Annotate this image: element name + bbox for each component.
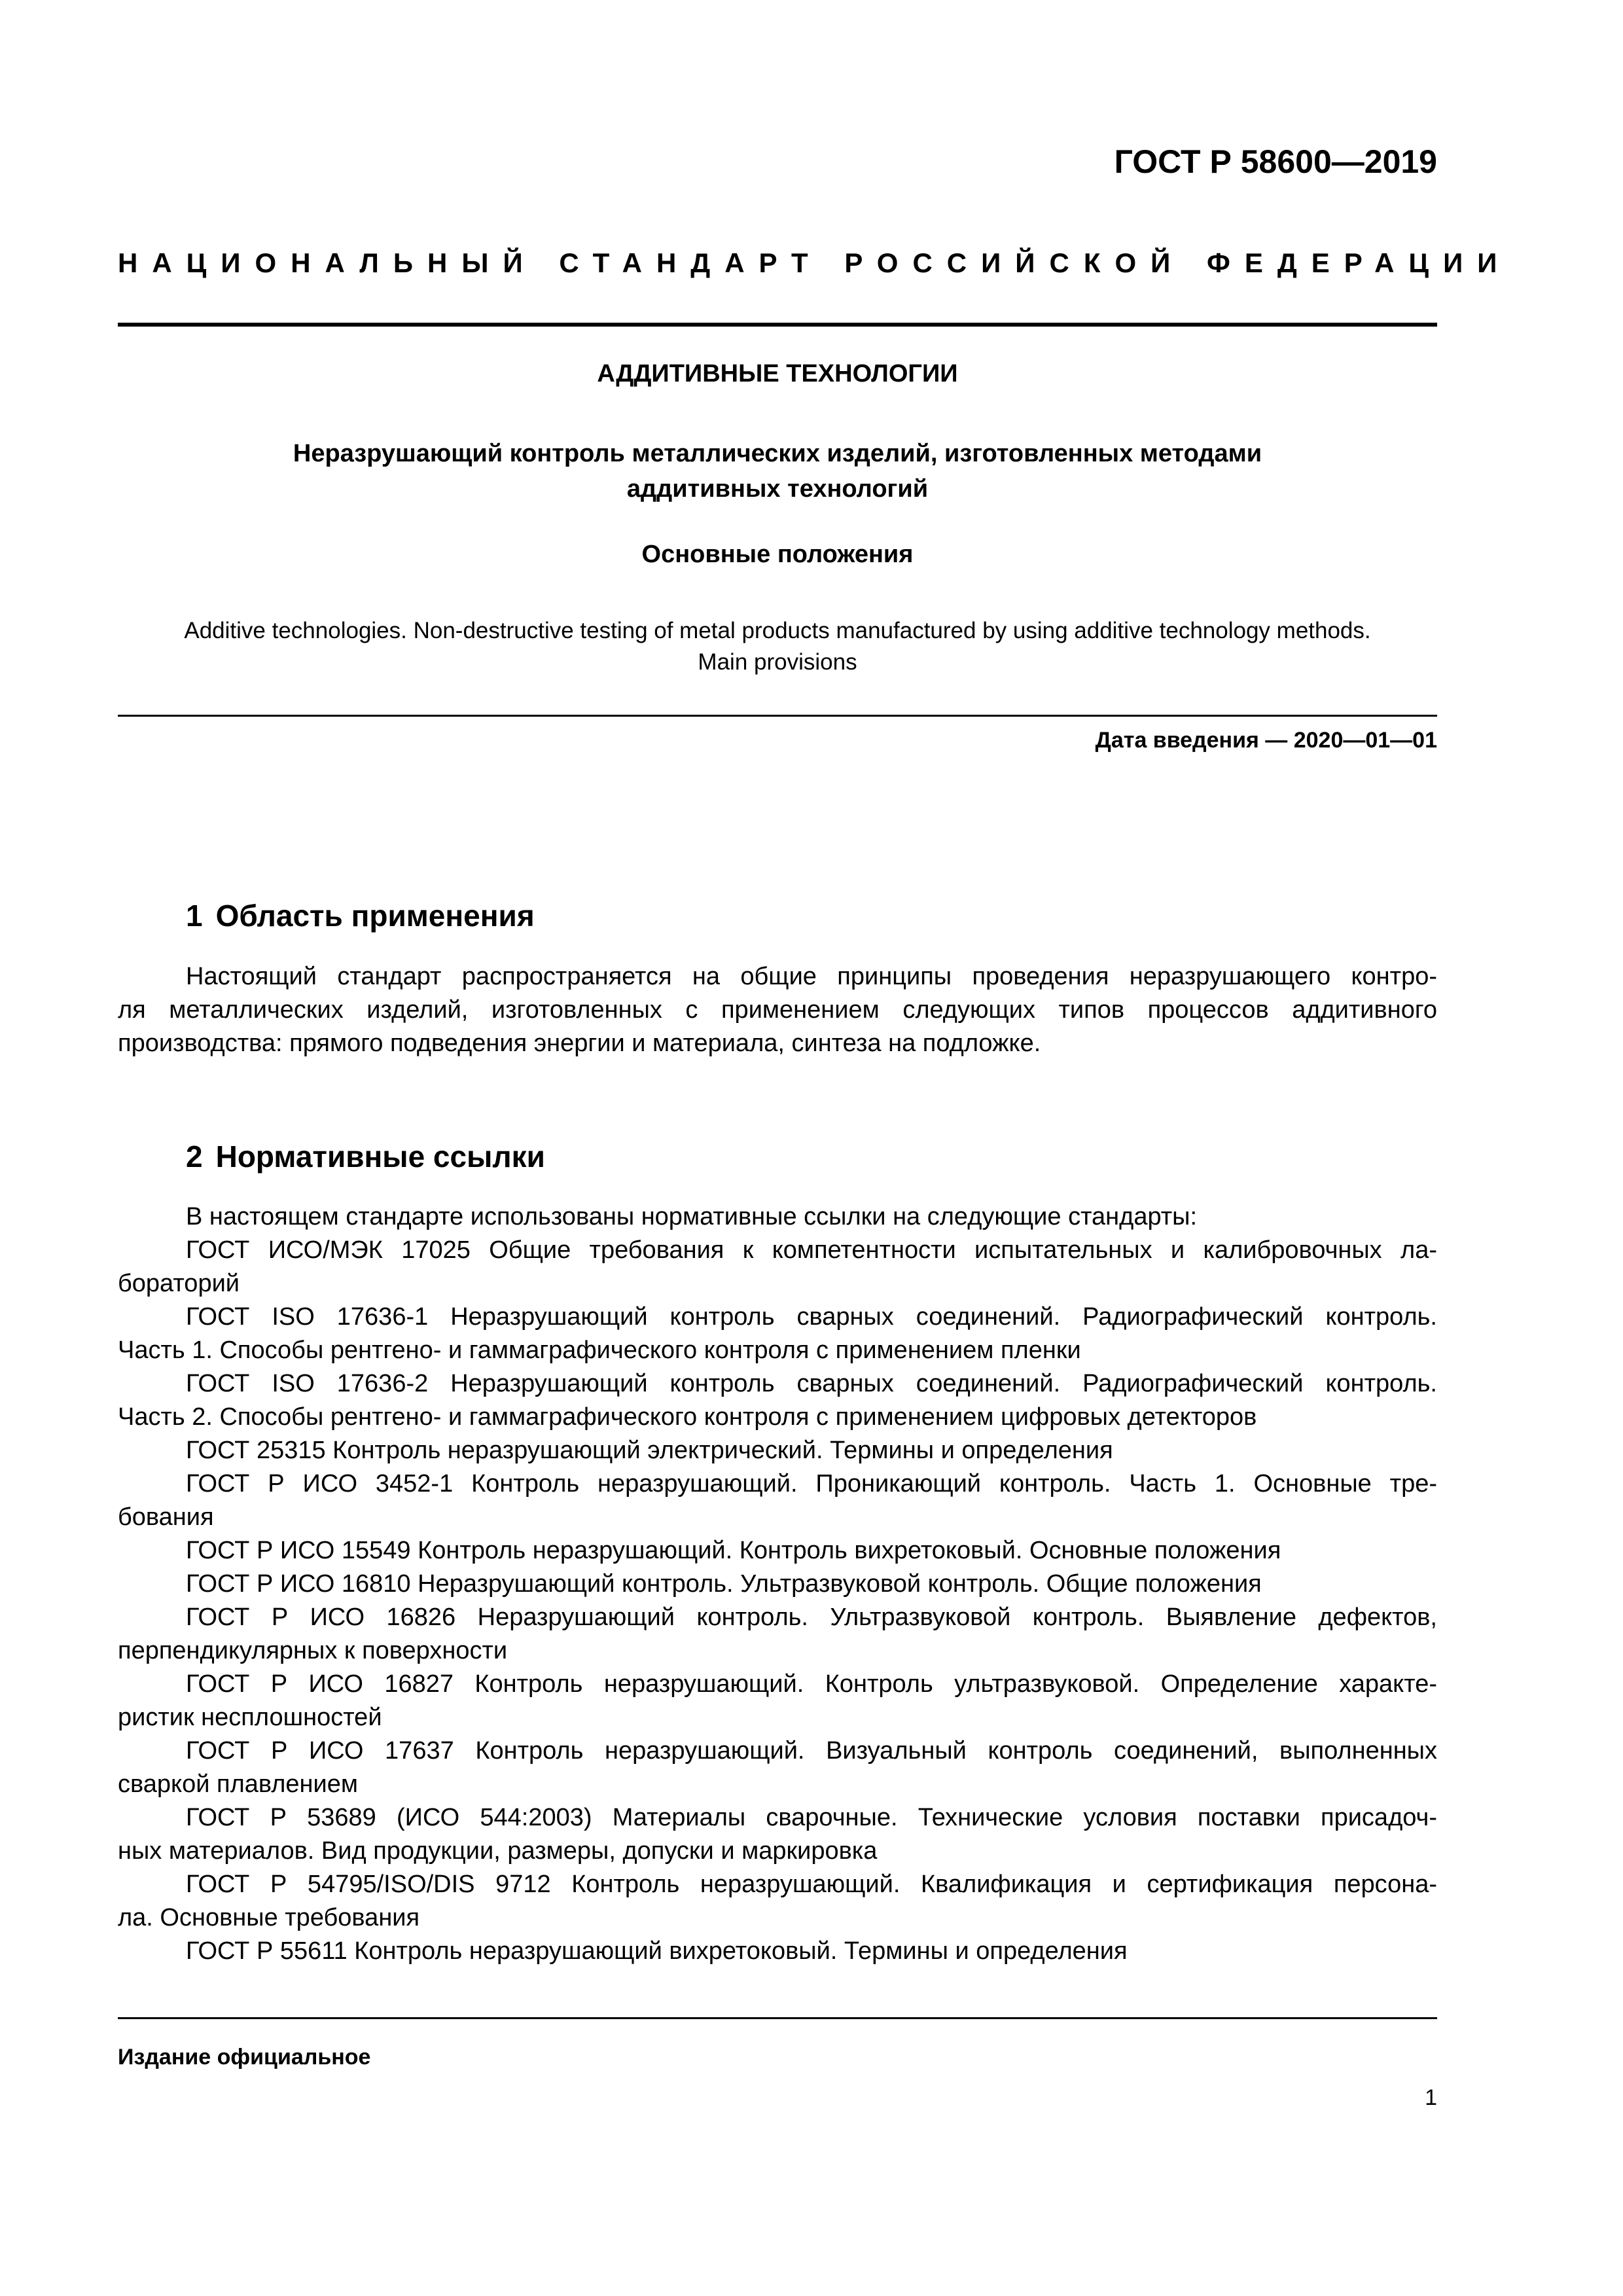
document-title: АДДИТИВНЫЕ ТЕХНОЛОГИИ: [597, 360, 958, 387]
reference-line: сваркой плавлением: [118, 1770, 358, 1798]
reference-line: ГОСТ Р 54795/ISO/DIS 9712 Контроль неразрушающий. Квалификация и сертификация персона-: [186, 1871, 1437, 1898]
reference-line: бования: [118, 1503, 214, 1531]
reference-line: ГОСТ Р ИСО 15549 Контроль неразрушающий. Контроль вихретоковый. Основные положения: [186, 1537, 1281, 1564]
reference-line: ГОСТ Р ИСО 17637 Контроль неразрушающий. Визуальный контроль соединений, выполненных: [186, 1737, 1437, 1765]
reference-line: ГОСТ ИСО/МЭК 17025 Общие требования к компетентности испытательных и калибровочных ла-: [186, 1236, 1437, 1264]
footer-rule: [118, 2017, 1437, 2019]
reference-line: ГОСТ Р ИСО 16826 Неразрушающий контроль. Ультразвуковой контроль. Выявление дефектов,: [186, 1604, 1437, 1631]
subtitle-line: аддитивных технологий: [626, 475, 929, 503]
national-standard-heading: НАЦИОНАЛЬНЫЙ СТАНДАРТ РОССИЙСКОЙ ФЕДЕРАЦИИ: [118, 247, 1512, 278]
reference-line: ГОСТ Р 53689 (ИСО 544:2003) Материалы сварочные. Технические условия поставки присадоч-: [186, 1804, 1437, 1831]
reference-line: перпендикулярных к поверхности: [118, 1637, 508, 1664]
paragraph-line: производства: прямого подведения энергии и материала, синтеза на подложке.: [118, 1030, 1041, 1057]
official-edition-label: Издание официальное: [118, 2045, 371, 2070]
subtitle-line: Неразрушающий контроль металлических изделий, изготовленных методами: [293, 440, 1262, 467]
document-subtitle: [118, 436, 1437, 507]
reference-line: ГОСТ 25315 Контроль неразрушающий электрический. Термины и определения: [186, 1437, 1113, 1464]
english-title-line: Main provisions: [698, 649, 857, 675]
section-title: Область применения: [215, 899, 535, 933]
english-title-line: Additive technologies. Non-destructive testing of metal products manufactured by using additive technology methods.: [184, 618, 1371, 643]
english-title: [118, 615, 1437, 678]
section-1-body: [118, 960, 1437, 1060]
page-number: 1: [1425, 2085, 1437, 2110]
reference-line: ГОСТ Р ИСО 3452-1 Контроль неразрушающий. Проникающий контроль. Часть 1. Основные тре-: [186, 1470, 1437, 1498]
section-1-heading: [186, 898, 535, 933]
section-2-body: [118, 1200, 1437, 1968]
reference-line: ристик несплошностей: [118, 1704, 382, 1731]
section-title: Нормативные ссылки: [215, 1139, 545, 1174]
reference-line: ГОСТ Р 55611 Контроль неразрушающий вихретоковый. Термины и определения: [186, 1937, 1128, 1965]
reference-line: ла. Основные требования: [118, 1904, 420, 1931]
reference-line: Часть 2. Способы рентгено- и гаммаграфического контроля с применением цифровых детекторов: [118, 1403, 1257, 1431]
document-provisions-title: Основные положения: [641, 541, 914, 568]
section-2-heading: [186, 1139, 545, 1174]
title-rule: [118, 715, 1437, 717]
introduction-date: Дата введения — 2020—01—01: [1095, 728, 1437, 753]
section-number: 2: [186, 1139, 203, 1174]
header-rule: [118, 323, 1437, 327]
reference-line: ГОСТ Р ИСО 16827 Контроль неразрушающий. Контроль ультразвуковой. Определение характе-: [186, 1670, 1437, 1698]
reference-line: ГОСТ ISO 17636-1 Неразрушающий контроль сварных соединений. Радиографический контроль.: [186, 1303, 1437, 1331]
reference-line: В настоящем стандарте использованы нормативные ссылки на следующие стандарты:: [186, 1203, 1198, 1230]
reference-line: Часть 1. Способы рентгено- и гаммаграфического контроля с применением пленки: [118, 1336, 1081, 1364]
reference-line: бораторий: [118, 1270, 240, 1297]
reference-line: ГОСТ ISO 17636-2 Неразрушающий контроль сварных соединений. Радиографический контроль.: [186, 1370, 1437, 1397]
paragraph-line: ля металлических изделий, изготовленных с применением следующих типов процессов аддитивного: [118, 996, 1437, 1024]
standard-number: ГОСТ Р 58600—2019: [1114, 143, 1437, 180]
paragraph-line: Настоящий стандарт распространяется на общие принципы проведения неразрушающего контро-: [186, 963, 1437, 990]
reference-line: ГОСТ Р ИСО 16810 Неразрушающий контроль. Ультразвуковой контроль. Общие положения: [186, 1570, 1262, 1598]
reference-line: ных материалов. Вид продукции, размеры, допуски и маркировка: [118, 1837, 878, 1865]
section-number: 1: [186, 899, 203, 933]
